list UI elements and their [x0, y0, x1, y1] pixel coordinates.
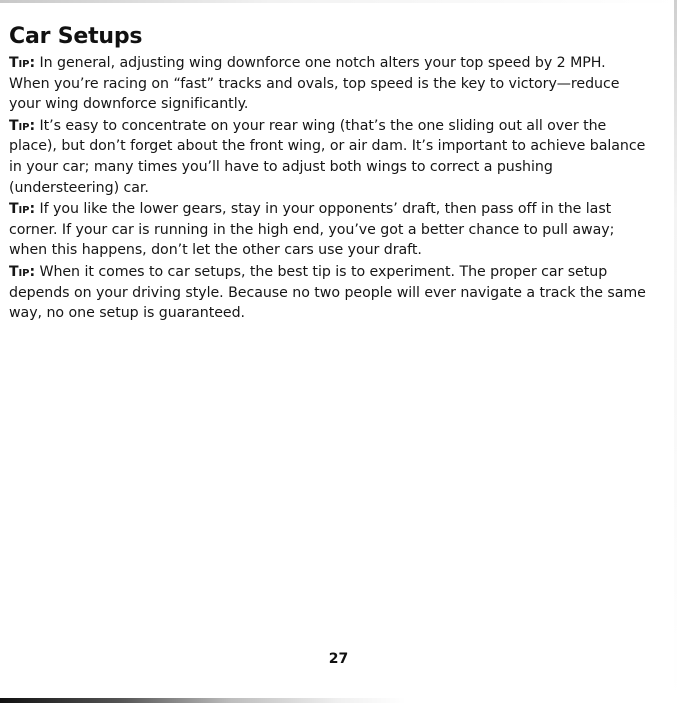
tip-label: Tip: — [9, 263, 35, 280]
tip-text: If you like the lower gears, stay in your opponents’ draft, then pass off in the last corner. If your car is running in the high end, you’ve got a better chance to pull away; when this happens, don’t let the other cars use your draft. — [9, 201, 615, 259]
tip-label: Tip: — [9, 55, 35, 71]
tip-text: When it comes to car setups, the best tip is to experiment. The proper car setup depends on your driving style. Because no two people will ever navigate a track the same way, no one setup is guaranteed. — [9, 263, 646, 322]
tip-label: Tip: — [9, 117, 35, 134]
tip-text: In general, adjusting wing downforce one notch alters your top speed by 2 MPH. When you’re racing on “fast” tracks and ovals, top speed is the key to victory—reduce your wing downforce significantly. — [9, 55, 620, 113]
tip-paragraph-1 — [9, 53, 649, 115]
tip-paragraph-4 — [9, 262, 649, 324]
page-number: 27 — [328, 651, 349, 667]
page-edge-top — [0, 0, 677, 3]
tip-paragraph-2 — [9, 116, 649, 198]
page-title: Car Setups — [9, 24, 143, 49]
tip-label: Tip: — [9, 201, 35, 218]
tip-text: It’s easy to concentrate on your rear wing (that’s the one sliding out all over the place), but don’t forget about the front wing, or air dam. It’s important to achieve balance in your car; many times you’ll have to adjust both wings to correct a pushing (understeering) car. — [9, 117, 646, 196]
page-content — [9, 24, 649, 325]
page-edge-bottom — [0, 698, 677, 703]
tip-paragraph-3 — [9, 199, 649, 261]
